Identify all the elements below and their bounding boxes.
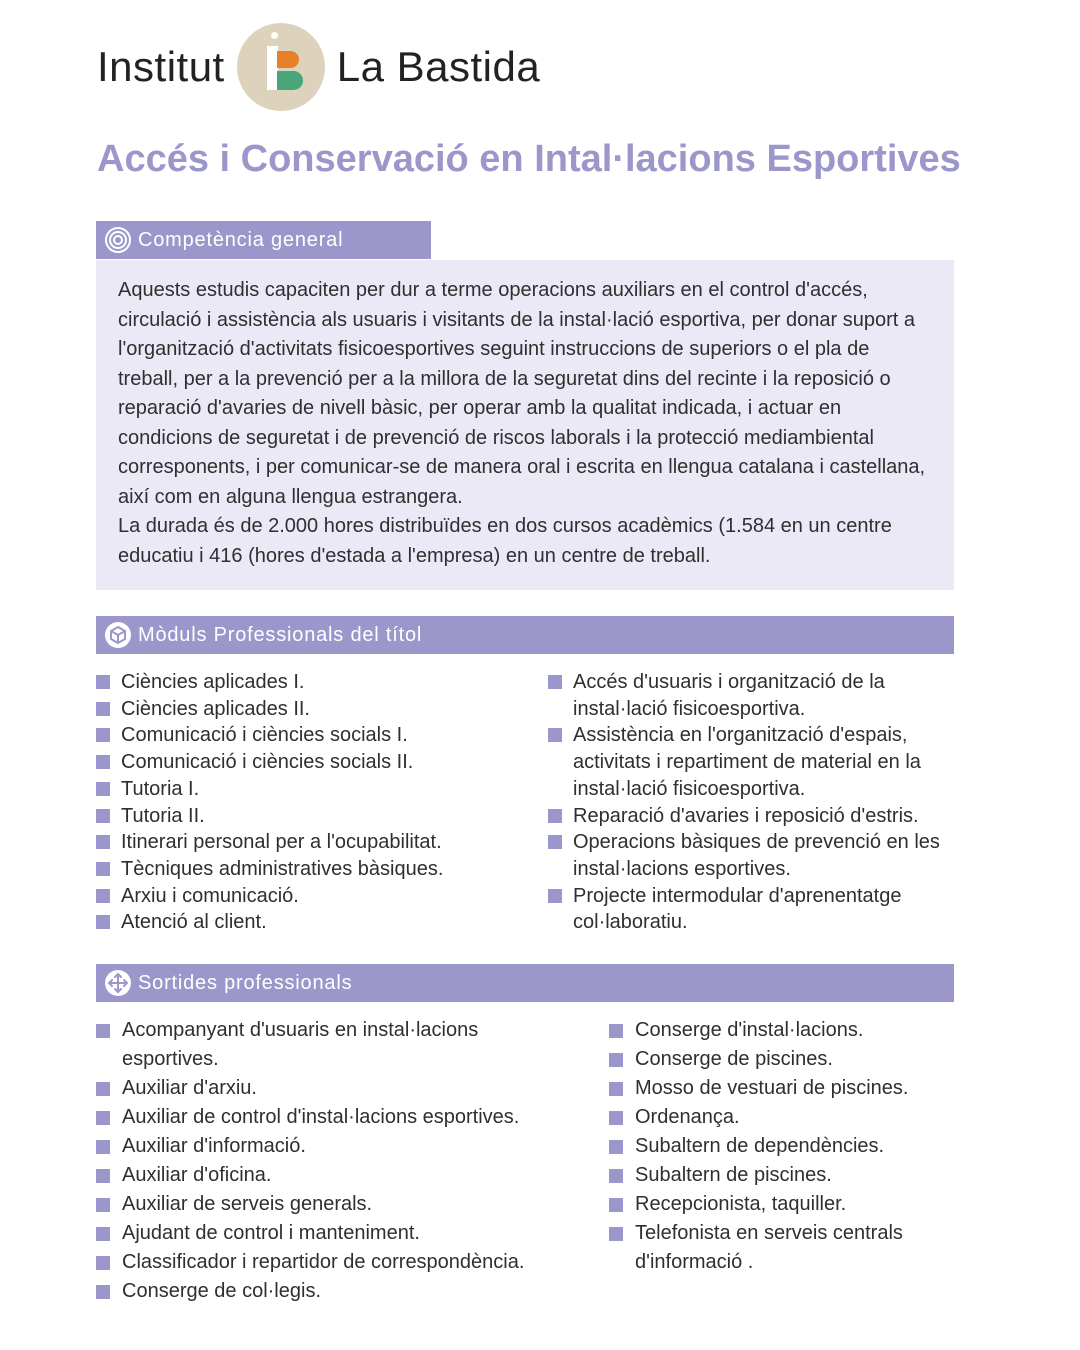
list-item: Auxiliar d'arxiu.: [96, 1074, 566, 1103]
list-item: Acompanyant d'usuaris en instal·lacions esportives.: [96, 1016, 566, 1074]
sortides-list-left: [96, 1016, 566, 1306]
list-item: Ciències aplicades I.: [96, 669, 536, 696]
list-item: Comunicació i ciències socials I.: [96, 722, 536, 749]
list-item: Conserge de col·legis.: [96, 1277, 566, 1306]
list-item: Comunicació i ciències socials II.: [96, 749, 536, 776]
logo-name: La Bastida: [336, 43, 541, 90]
section-header-competencia: [96, 221, 431, 259]
list-item: Subaltern de piscines.: [609, 1161, 949, 1190]
competencia-text: Aquests estudis capaciten per dur a terme operacions auxiliars en el control d'accés, circulació i assistència als usuaris i visitants de la instal·lació esportiva, per donar suport a l'organització d'activitats fisicoesportives seguint instruccions de superiors o el pla de treball, per a la prevenció per a la millora de la seguretat dins del recinte i la reposició o reparació d'avaries de nivell bàsic, per operar amb la qualitat indicada, i actuar en condicions de seguretat i de prevenció de riscos laborals i la protecció mediambiental corresponents, i per comunicar-se de manera oral i escrita en llengua catalana i castellana, així com en alguna llengua estrangera.: [118, 279, 926, 508]
list-item: Tècniques administratives bàsiques.: [96, 856, 536, 883]
list-item: Mosso de vestuari de piscines.: [609, 1074, 949, 1103]
sortides-list-right: [609, 1016, 949, 1277]
section-title: Sortides professionals: [138, 971, 353, 994]
section-title: Mòduls Professionals del títol: [138, 623, 423, 646]
list-item: Auxiliar d'oficina.: [96, 1161, 566, 1190]
competencia-duration: La durada és de 2.000 hores distribuïdes en dos cursos acadèmics (1.584 en un centre educatiu i 416 (hores d'estada a l'empresa) en un centre de treball.: [118, 515, 892, 567]
list-item: Assistència en l'organització d'espais, activitats i repartiment de material en la instal·lació fisicoesportiva.: [548, 722, 953, 802]
logo-badge-icon: [237, 23, 325, 111]
list-item: Operacions bàsiques de prevenció en les instal·lacions esportives.: [548, 829, 953, 882]
list-item: Tutoria II.: [96, 803, 536, 830]
list-item: Recepcionista, taquiller.: [609, 1190, 949, 1219]
list-item: Projecte intermodular d'aprenentatge col·laboratiu.: [548, 883, 953, 936]
list-item: Conserge de piscines.: [609, 1045, 949, 1074]
list-item: Tutoria I.: [96, 776, 536, 803]
competencia-box: [96, 260, 954, 590]
logo: [97, 22, 540, 112]
list-item: Auxiliar de serveis generals.: [96, 1190, 566, 1219]
list-item: Auxiliar d'informació.: [96, 1132, 566, 1161]
target-icon: [104, 226, 132, 254]
list-item: Atenció al client.: [96, 909, 536, 936]
section-title: Competència general: [138, 228, 344, 251]
list-item: Ciències aplicades II.: [96, 696, 536, 723]
list-item: Conserge d'instal·lacions.: [609, 1016, 949, 1045]
list-item: Subaltern de dependències.: [609, 1132, 949, 1161]
logo-institut: Institut: [97, 43, 225, 90]
moduls-list-left: [96, 669, 536, 936]
section-header-moduls: [96, 616, 954, 654]
cube-icon: [104, 621, 132, 649]
list-item: Auxiliar de control d'instal·lacions esportives.: [96, 1103, 566, 1132]
list-item: Ordenança.: [609, 1103, 949, 1132]
section-header-sortides: [96, 964, 954, 1002]
list-item: Accés d'usuaris i organització de la instal·lació fisicoesportiva.: [548, 669, 953, 722]
page-title: Accés i Conservació en Intal·lacions Esportives: [97, 138, 961, 180]
list-item: Ajudant de control i manteniment.: [96, 1219, 566, 1248]
list-item: Reparació d'avaries i reposició d'estris.: [548, 803, 953, 830]
list-item: Telefonista en serveis centrals d'informació .: [609, 1219, 949, 1277]
move-arrows-icon: [104, 969, 132, 997]
list-item: Arxiu i comunicació.: [96, 883, 536, 910]
list-item: Classificador i repartidor de correspondència.: [96, 1248, 566, 1277]
list-item: Itinerari personal per a l'ocupabilitat.: [96, 829, 536, 856]
moduls-list-right: [548, 669, 953, 936]
